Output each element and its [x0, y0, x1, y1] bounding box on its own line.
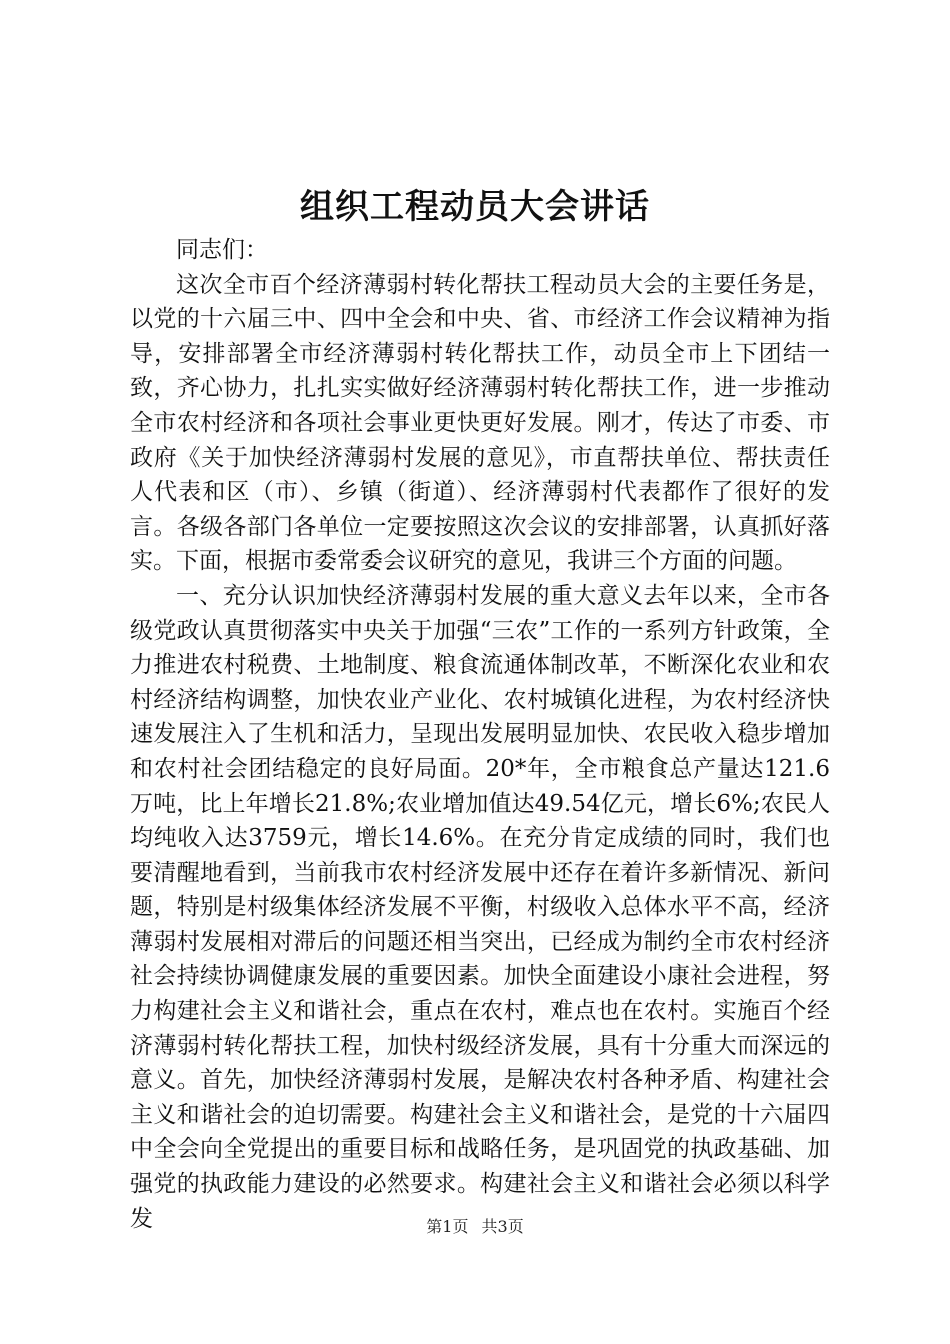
page-number: 第1页: [426, 1217, 469, 1236]
page-footer: [0, 1216, 950, 1238]
document-title: 组织工程动员大会讲话: [300, 187, 650, 227]
salutation: 同志们：: [176, 237, 268, 263]
document-body: [130, 233, 830, 1236]
page-total: 共3页: [481, 1217, 524, 1236]
paragraph-1: 这次全市百个经济薄弱村转化帮扶工程动员大会的主要任务是，以党的十六届三中、四中全会和中央、省、市经济工作会议精神为指导，安排部署全市经济薄弱村转化帮扶工作，动员全市上下团结一致，齐心协力，扎扎实实做好经济薄弱村转化帮扶工作，进一步推动全市农村经济和各项社会事业更快更好发展。刚才，传达了市委、市政府《关于加快经济薄弱村发展的意见》，市直帮扶单位、帮扶责任人代表和区（市）、乡镇（街道）、经济薄弱村代表都作了很好的发言。各级各部门各单位一定要按照这次会议的安排部署，认真抓好落实。下面，根据市委常委会议研究的意见，我讲三个方面的问题。: [130, 271, 830, 575]
paragraph-2: 一、充分认识加快经济薄弱村发展的重大意义去年以来，全市各级党政认真贯彻落实中央关于加强“三农”工作的一系列方针政策，全力推进农村税费、土地制度、粮食流通体制改革，不断深化农业和农村经济结构调整，加快农业产业化、农村城镇化进程，为农村经济快速发展注入了生机和活力，呈现出发展明显加快、农民收入稳步增加和农村社会团结稳定的良好局面。20*年，全市粮食总产量达121.6万吨，比上年增长21.8%;农业增加值达49.54亿元，增长6%;农民人均纯收入达3759元，增长14.6%。在充分肯定成绩的同时，我们也要清醒地看到，当前我市农村经济发展中还存在着许多新情况、新问题，特别是村级集体经济发展不平衡，村级收入总体水平不高，经济薄弱村发展相对滞后的问题还相当突出，已经成为制约全市农村经济社会持续协调健康发展的重要因素。加快全面建设小康社会进程，努力构建社会主义和谐社会，重点在农村，难点也在农村。实施百个经济薄弱村转化帮扶工程，加快村级经济发展，具有十分重大而深远的意义。首先，加快经济薄弱村发展，是解决农村各种矛盾、构建社会主义和谐社会的迫切需要。构建社会主义和谐社会，是党的十六届四中全会向全党提出的重要目标和战略任务，是巩固党的执政基础、加强党的执政能力建设的必然要求。构建社会主义和谐社会必须以科学发: [130, 582, 830, 1232]
